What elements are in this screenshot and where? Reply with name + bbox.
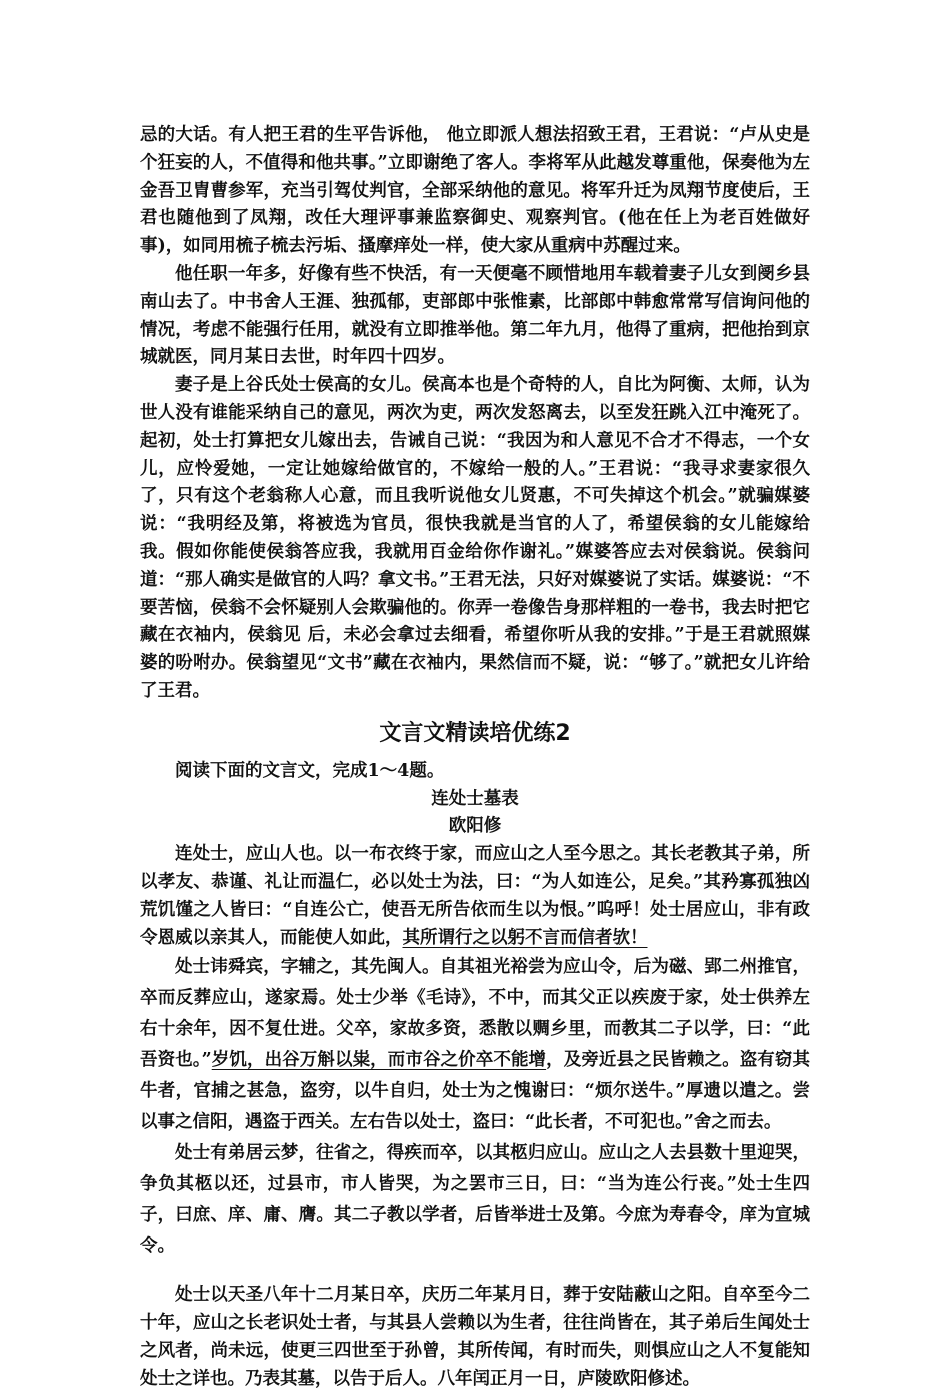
classical-p2-text-b: ，及旁近县之民皆赖之。盗有窃其牛者，官捕之甚急，盗穷，以牛自归，处士为之愧谢曰：“烦尔送牛。”厚遗以遣之。尝以事之信阳，遇盗于西关。左右告以处士，盗曰：“此长者，不可犯也。”舍之而去。 — [140, 1050, 810, 1133]
instruction: 阅读下面的文言文，完成1～4题。 — [175, 760, 445, 781]
translation-paragraph-2: 他任职一年多，好像有些不快活，有一天便毫不顾惜地用车载着妻子儿女到阌乡县南山去了。中书舍人王涯、独孤郁，吏部郎中张惟素，比部郎中韩愈常常写信询问他的情况，考虑不能强行任用，就没有立即推举他。第二年九月，他得了重病，把他抬到京城就医，同月某日去世，时年四十四岁。 — [140, 263, 810, 368]
paragraph-gap — [140, 1262, 810, 1282]
author: 欧阳修 — [448, 816, 502, 837]
classical-p2-text-a: 处士讳舜宾，字辅之，其先闽人。自其祖光裕尝为应山令，后为磁、郢二州推官，卒而反葬应山，遂家焉。处士少举《毛诗》，不中，而其父正以疾废于家，处士供养左右十余年，因不复仕进。父卒，家故多资，悉散以赒乡里，而教其二子以学，曰：“此吾资也。” — [140, 957, 810, 1071]
classical-paragraph-3: 处士有弟居云梦，往省之，得疾而卒，以其柩归应山。应山之人去县数十里迎哭，争负其柩以还，过县市，市人皆哭，为之罢市三日，曰：“当为连公行丧。”处士生四子，曰庶、庠、庸、膺。其二子教以学者，后皆举进士及第。今庶为寿春令，庠为宣城令。 — [140, 1143, 810, 1257]
text-title: 连处士墓表 — [431, 788, 519, 809]
classical-paragraph-2 — [140, 952, 810, 1138]
classical-paragraph-4: 处士以天圣八年十二月某日卒，庆历二年某月日，葬于安陆蔽山之阳。自卒至今二十年，应山之长老识处士者，与其县人尝赖以为生者，往往尚皆在，其子弟后生闻处士之风者，尚未远，使更三四世至于孙曾，其所传闻，有时而失，则惧应山之人不复能知处士之详也。乃表其墓，以告于后人。八年闰正月一日，庐陵欧阳修述。 — [140, 1285, 810, 1389]
underlined-sentence-2: 岁饥，出谷万斛以粜，而市谷之价卒不能增 — [211, 1050, 547, 1071]
translation-paragraph-1: 忌的大话。有人把王君的生平告诉他， 他立即派人想法招致王君，王君说：“卢从史是个狂妄的人，不值得和他共事。”立即谢绝了客人。李将军从此越发尊重他，保奏他为左金吾卫胄曹参军，充当引驾仗判官，全部采纳他的意见。将军升迁为凤翔节度使后，王君也随他到了凤翔，改任大理评事兼监察御史、观察判官。(他在任上为老百姓做好事)，如同用梳子梳去污垢、搔摩痒处一样，使大家从重病中苏醒过来。 — [140, 125, 810, 257]
classical-paragraph-1 — [140, 841, 810, 952]
classical-p1-text: 连处士，应山人也。以一布衣终于家，而应山之人至今思之。其长老教其子弟，所以孝友、恭谨、礼让而温仁，必以处士为法，曰：“为人如连公，足矣。”其矜寡孤独凶荒饥馑之人皆曰：“自连公亡，使吾无所告依而生以为恨。”呜呼！处士居应山，非有政令恩威以亲其人，而能使人如此， — [140, 844, 810, 948]
underlined-sentence-1: 其所谓行之以躬不言而信者欤！ — [402, 927, 648, 948]
translation-paragraph-3: 妻子是上谷氏处士侯高的女儿。侯高本也是个奇特的人，自比为阿衡、太师，认为世人没有谁能采纳自己的意见，两次为吏，两次发怒离去，以至发狂跳入江中淹死了。起初，处士打算把女儿嫁出去，告诫自己说：“我因为和人意见不合才不得志，一个女儿，应怜爱她，一定让她嫁给做官的，不嫁给一般的人。”王君说：“我寻求妻家很久了，只有这个老翁称人心意，而且我听说他女儿贤惠，不可失掉这个机会。”就骗媒婆说：“我明经及第，将被选为官员，很快我就是当官的人了，希望侯翁的女儿能嫁给我。假如你能使侯翁答应我，我就用百金给你作谢礼。”媒婆答应去对侯翁说。侯翁问道：“那人确实是做官的人吗？拿文书。”王君无法，只好对媒婆说了实话。媒婆说：“不要苦恼，侯翁不会怀疑别人会欺骗他的。你弄一卷像告身那样粗的一卷书，我去时把它藏在衣袖内，侯翁见 后，未必会拿过去细看，希望你听从我的安排。”于是王君就照媒婆的吩咐办。侯翁望见“文书”藏在衣袖内，果然信而不疑，说：“够了。”就把女儿许给了王君。 — [140, 375, 810, 701]
section-title: 文言文精读培优练2 — [379, 720, 571, 746]
